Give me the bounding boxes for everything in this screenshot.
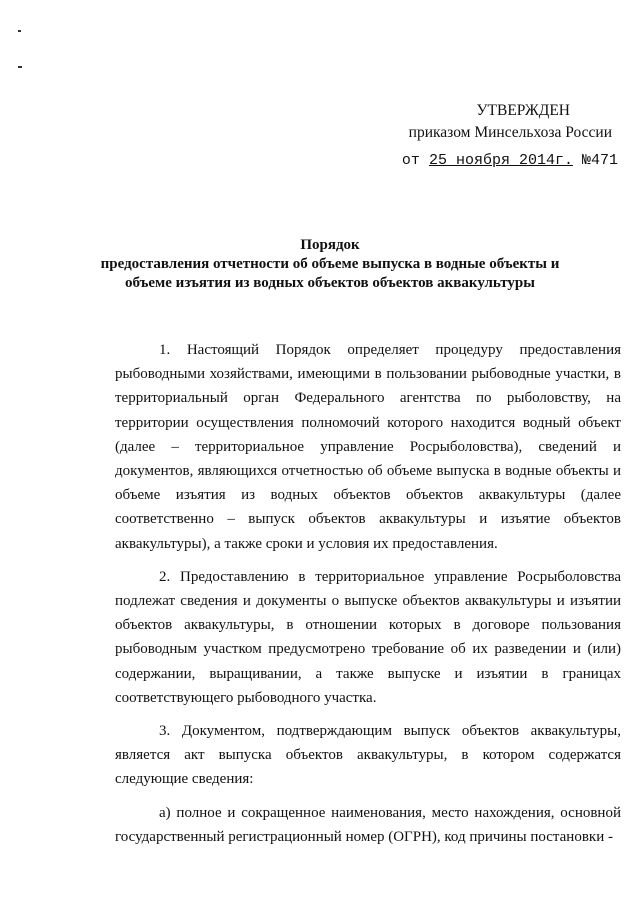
order-number: №471 (581, 152, 618, 169)
paragraph-2: 2. Предоставлению в территориальное управление Росрыболовства подлежат сведения и документы о выпуске объектов аквакультуры и изъятии объектов аквакультуры, в отношении которых в договоре пользования рыбоводным участком предусмотрено требование об их разведении и (или) содержании, выращивании, а также выпуске и изъятии в границах соответствующего рыбоводного участка. (115, 568, 621, 706)
scan-mark (18, 66, 22, 68)
document-body (115, 338, 621, 858)
approval-block (409, 100, 612, 144)
paragraph-4: а) полное и сокращенное наименования, место нахождения, основной государственный регистрационный номер (ОГРН), код причины постановки - (115, 804, 621, 845)
approval-order: приказом Минсельхоза России (408, 124, 612, 141)
scan-mark (18, 30, 21, 32)
order-prefix: от (401, 152, 420, 169)
document-heading (100, 236, 560, 293)
order-date: 25 ноября 2014г. (428, 152, 573, 169)
paragraph-1: 1. Настоящий Порядок определяет процедуру предоставления рыбоводными хозяйствами, имеющими в пользовании рыбоводные участки, в территориальный орган Федерального агентства по рыболовству, на территории осуществления полномочий которого находится водный объект (далее – территориальное управление Росрыболовства), сведений и документов, являющихся отчетностью об объеме выпуска в водные объекты и объеме изъятия из водных объектов объектов аквакультуры (далее соответственно – выпуск объектов аквакультуры и изъятие объектов аквакультуры), а также сроки и условия их предоставления. (115, 342, 621, 552)
paragraph-3: 3. Документом, подтверждающим выпуск объектов аквакультуры, является акт выпуска объектов аквакультуры, в котором содержатся следующие сведения: (115, 723, 621, 788)
order-reference (402, 152, 618, 169)
document-subtitle: предоставления отчетности об объеме выпуска в водные объекты и объеме изъятия из водных объектов объектов аквакультуры (100, 256, 560, 291)
document-title: Порядок (300, 237, 360, 253)
approval-stamp: УТВЕРЖДЕН (476, 102, 570, 119)
